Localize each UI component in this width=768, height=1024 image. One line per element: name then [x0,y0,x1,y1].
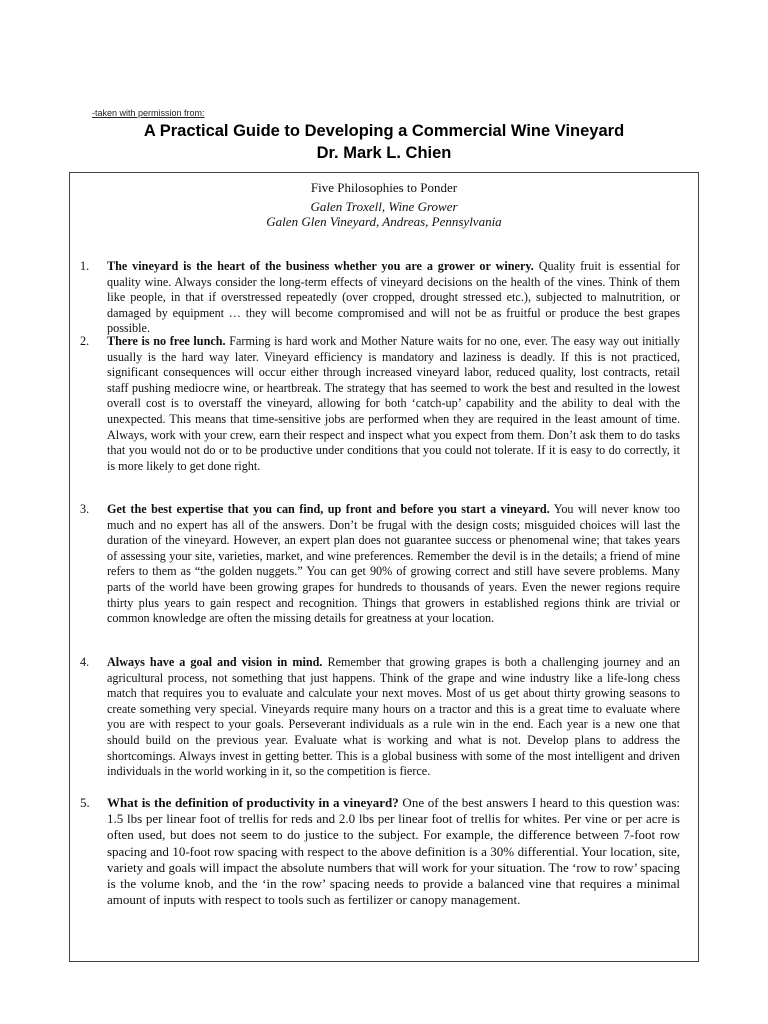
item-number: 3. [80,502,90,516]
box-author: Galen Troxell, Wine Grower [310,199,458,214]
philosophy-item [80,334,680,474]
box-heading: Five Philosophies to Ponder [310,180,458,195]
permission-note: -taken with permission from: [92,108,205,118]
item-text [107,502,680,627]
item-number: 5. [80,795,90,810]
item-lead: The vineyard is the heart of the business whether you are a grower or winery. [107,259,534,273]
item-text [107,259,680,337]
item-lead: Get the best expertise that you can find, up front and before you start a vineyard. [107,502,550,516]
item-lead: Always have a goal and vision in mind. [107,655,323,669]
item-body: Remember that growing grapes is both a challenging journey and an agricultural process, not something that just happens. Think of the grape and wine industry like a life-long chess match that requires you to evaluate and calculate your next moves. Most of us get about thirty growing seasons to create something very special. Vineyards require many hours on a tractor and this is a great time to evaluate where you are with respect to your goals. Perseverant individuals as a rule win in the end. Each year is a new one that should build on the previous year. Evaluate what is working and what is not. Develop plans to address the shortcomings. Always invest in getting better. This is a global business with some of the most intelligent and driven individuals in the world working in it, so the competition is fierce. [107,655,680,779]
document-author: Dr. Mark L. Chien [316,144,452,162]
philosophy-item [80,259,680,337]
item-number: 2. [80,334,90,348]
philosophy-item [80,502,680,627]
item-body: Farming is hard work and Mother Nature waits for no one, ever. The easy way out initially usually is the hard way later. Vineyard efficiency is mandatory and laziness is deadly. If this is not practiced, significant consequences will occur either through increased vineyard labor, reduced quality, lost contracts, retail staff pushing mediocre wine, or heartbreak. The strategy that has seemed to work the best and resulted in the lowest overall cost is to overstaff the vineyard, allowing for both ‘catch-up’ capability and the ability to deal with the unexpected. This means that time-sensitive jobs are performed when they are required in the least amount of time. Always, work with your crew, earn their respect and inspect what you expect from them. Don’t ask them to do tasks that you would not do or to be productive under conditions that you could not tolerate. If it is easy to do correctly, it is more likely to get done right. [107,334,680,473]
document-title: A Practical Guide to Developing a Commercial Wine Vineyard [143,122,625,140]
item-text [107,795,680,908]
item-lead: There is no free lunch. [107,334,226,348]
item-body: You will never know too much and no expert has all of the answers. Don’t be frugal with the design costs; misguided choices will last the duration of the vineyard. However, an expert plan does not guarantee success or phenomenal wine; that takes years of assessing your site, varieties, market, and wine preferences. Remember the devil is in the details; a friend of mine refers to them as “the golden nuggets.” You can get 90% of growing correct and still have severe problems. Many parts of the world have been growing grapes for hundreds to thousands of years. Even the newer regions require thirty plus years to gain respect and recognition. Things that growers in established regions think are trivial or common knowledge are often the missing details for greatness at your location. [107,502,680,626]
item-text [107,334,680,474]
item-body: One of the best answers I heard to this question was: 1.5 lbs per linear foot of trellis for reds and 2.0 lbs per linear foot of trellis for whites. Per vine or per acre is often used, but does not seem to do justice to the subject. For example, the difference between 7-foot row spacing and 10-foot row spacing with respect to the above definition is a 30% differential. Your location, site, variety and goals will impact the absolute numbers that will work for your situation. The ‘row to row’ spacing is the volume knob, and the ‘in the row’ spacing needs to provide a balanced vine that requires a minimal amount of inputs with respect to tools such as fertilizer or canopy management. [107,795,680,908]
box-affiliation: Galen Glen Vineyard, Andreas, Pennsylvania [266,214,502,229]
item-number: 1. [80,259,90,273]
philosophy-item [80,655,680,780]
item-number: 4. [80,655,90,669]
philosophy-item [80,795,680,908]
item-body: Quality fruit is essential for quality wine. Always consider the long-term effects of vineyard decisions on the health of the vines. Think of them like people, in that if overstressed repeatedly (over cropped, drought stressed etc.), subjected to malnutrition, or damaged by equipment … they will become compromised and will not be as fruitful or produce the best grapes possible. [107,259,680,336]
item-lead: What is the definition of productivity in a vineyard? [107,795,399,810]
item-text [107,655,680,780]
